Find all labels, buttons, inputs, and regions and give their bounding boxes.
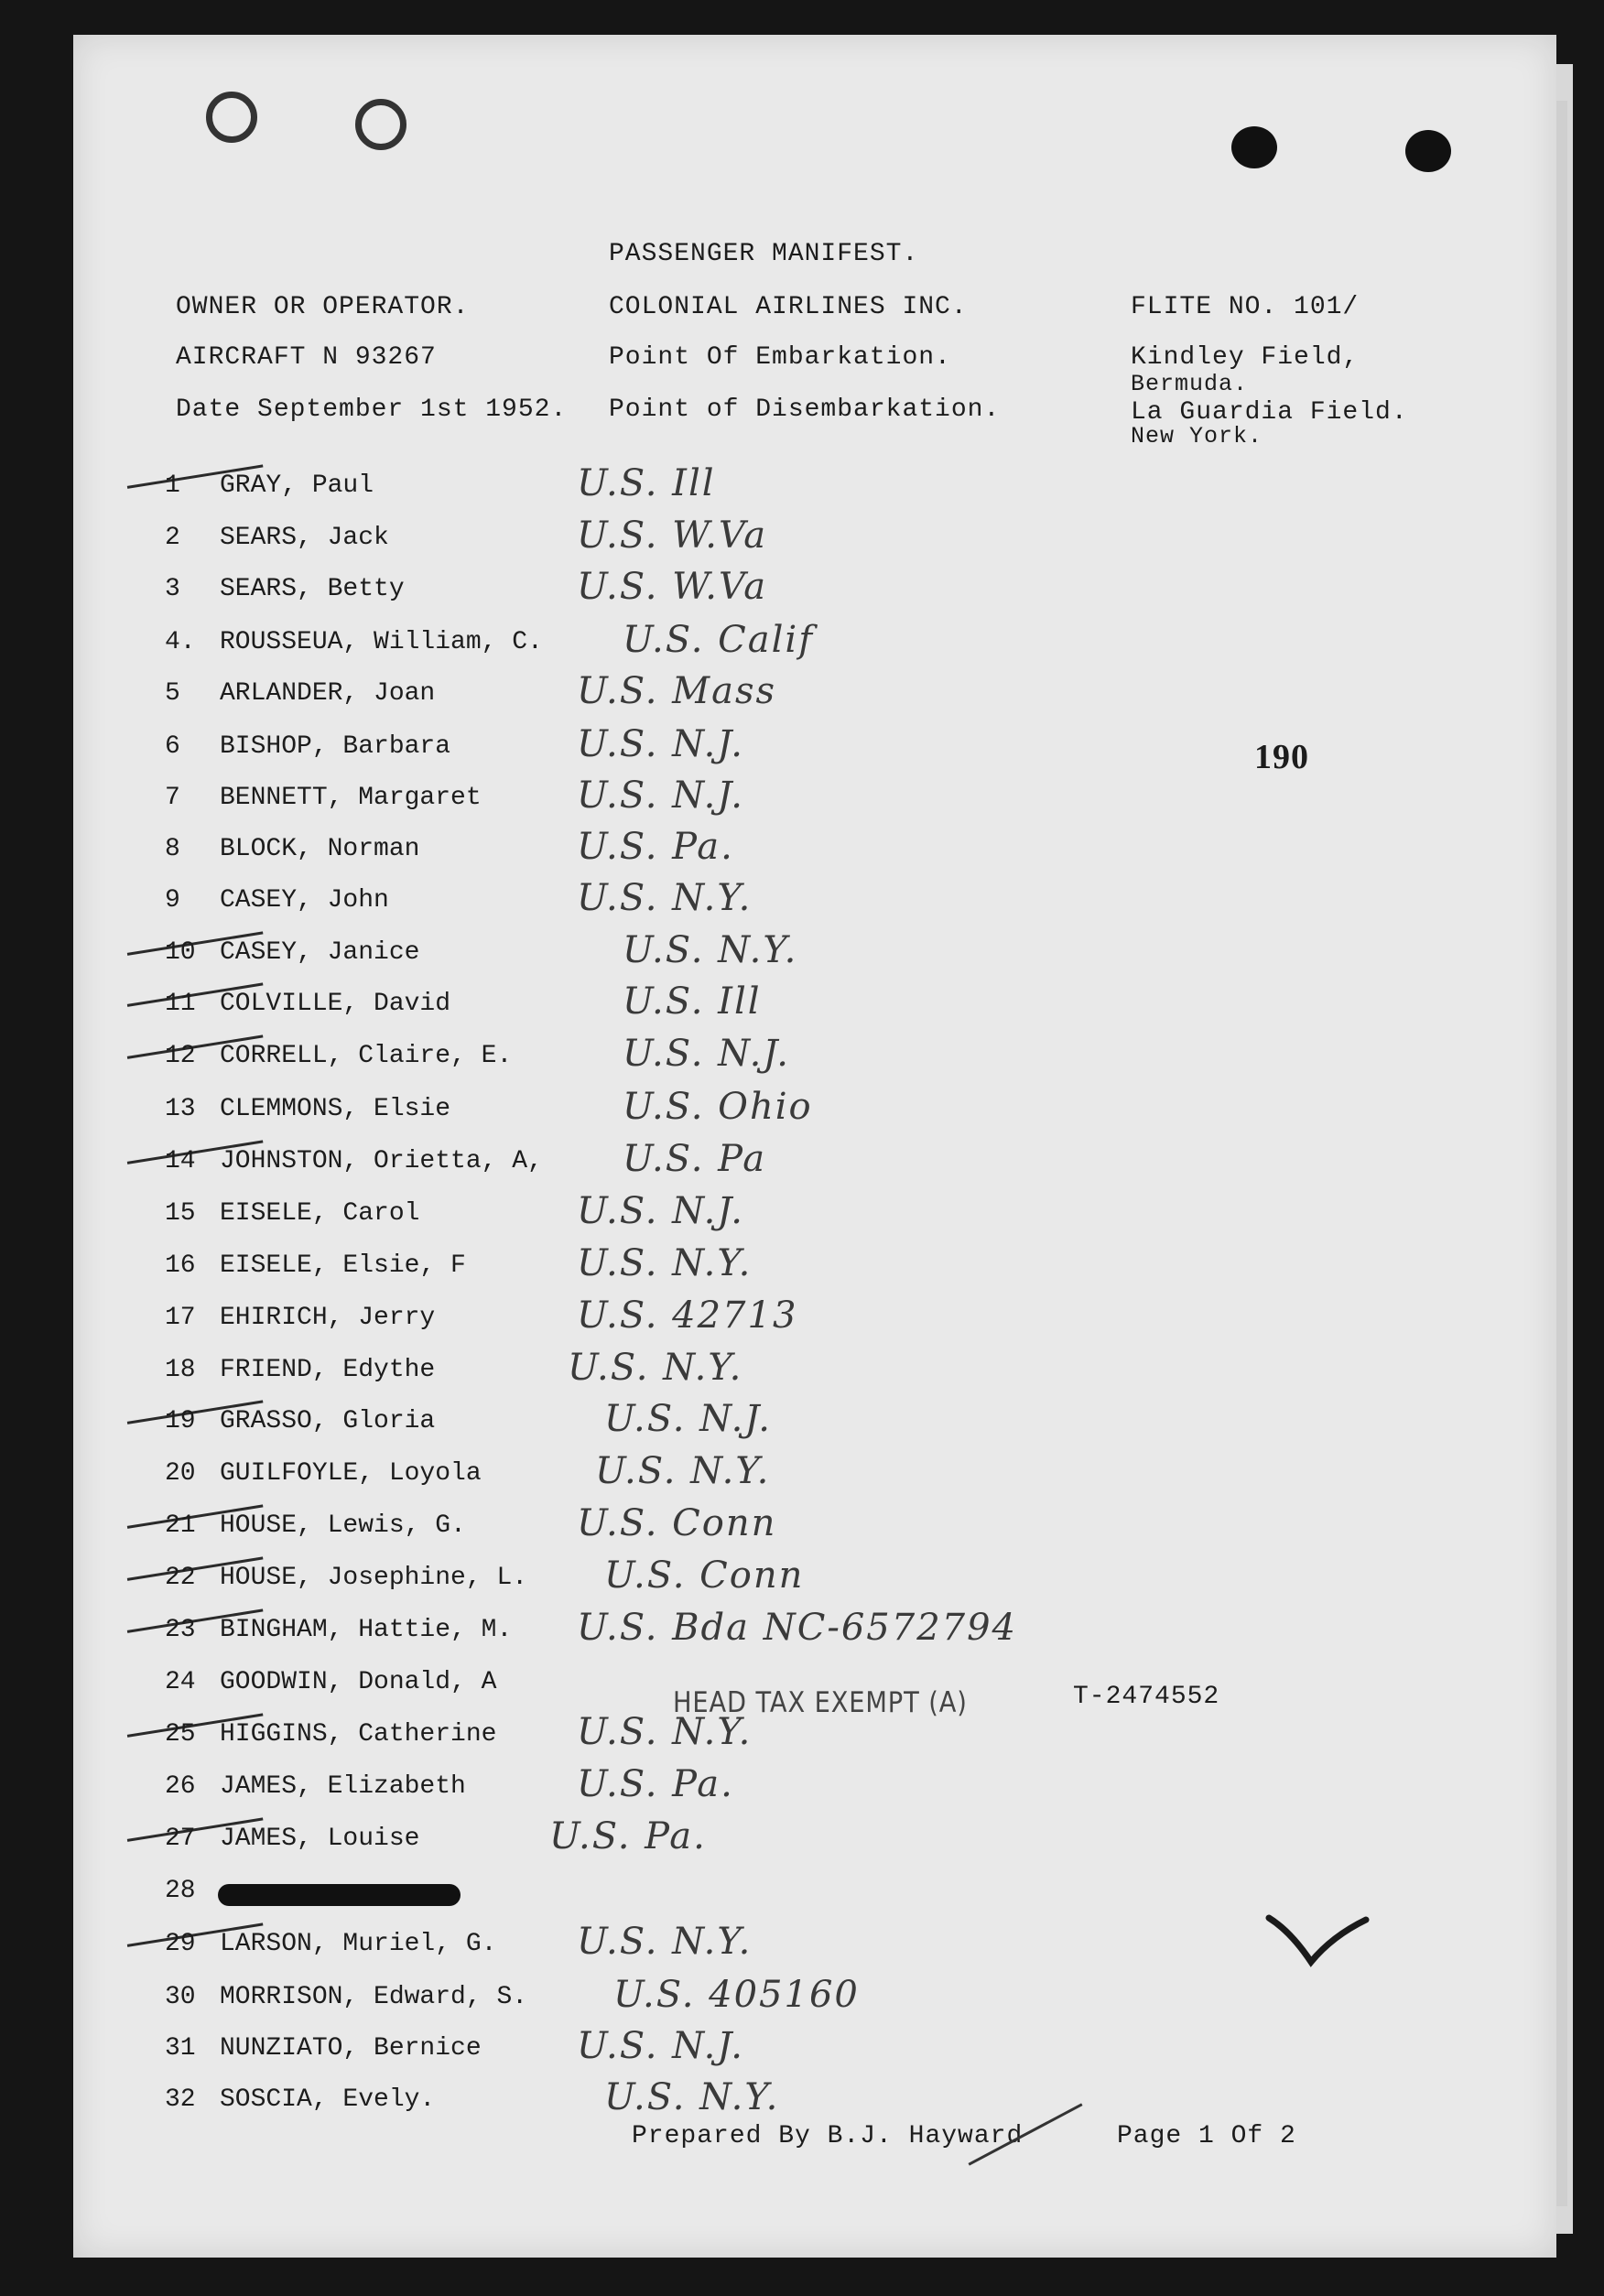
disembarkation-label: Point of Disembarkation. (609, 395, 1001, 424)
passenger-name: CASEY, Janice (220, 938, 420, 967)
handwritten-note: U.S. N.Y. (604, 2076, 780, 2118)
passenger-number: 9 (165, 886, 180, 915)
passenger-row (165, 1763, 1355, 1809)
owner-label: OWNER OR OPERATOR. (176, 293, 470, 321)
handwritten-note: U.S. N.Y. (577, 1921, 753, 1963)
passenger-row (165, 1190, 1355, 1236)
passenger-name: GUILFOYLE, Loyola (220, 1459, 482, 1488)
passenger-number: 23 (165, 1616, 196, 1644)
passenger-row (165, 1294, 1355, 1340)
passenger-number: 18 (165, 1356, 196, 1384)
handwritten-note: U.S. Calif (623, 619, 815, 661)
passenger-number: 6 (165, 732, 180, 761)
passenger-name: BISHOP, Barbara (220, 732, 451, 761)
manifest-date: Date September 1st 1952. (176, 395, 568, 424)
passenger-number: 15 (165, 1199, 196, 1228)
passenger-row (165, 1607, 1355, 1652)
passenger-name: CLEMMONS, Elsie (220, 1095, 451, 1123)
passenger-row (165, 1450, 1355, 1496)
punch-hole-icon (1405, 130, 1451, 172)
handwritten-note: U.S. Conn (604, 1554, 805, 1597)
passenger-name: BENNETT, Margaret (220, 784, 482, 812)
flight-number: FLITE NO. 101/ (1131, 293, 1360, 321)
passenger-name: NUNZIATO, Bernice (220, 2034, 482, 2063)
passenger-number: 24 (165, 1668, 196, 1696)
passenger-row (165, 723, 1355, 769)
passenger-row (165, 1554, 1355, 1600)
passenger-name: CORRELL, Claire, E. (220, 1042, 513, 1070)
passenger-row (165, 1877, 1355, 1913)
passenger-row (165, 1086, 1355, 1132)
passenger-number: 29 (165, 1930, 196, 1958)
passenger-number: 7 (165, 784, 180, 812)
passenger-name: SEARS, Betty (220, 575, 405, 603)
passenger-number: 22 (165, 1564, 196, 1592)
passenger-row (165, 670, 1355, 716)
embarkation-place-line2: Bermuda. (1131, 371, 1249, 397)
check-mark-icon (1263, 1909, 1373, 1973)
punch-hole-icon (1231, 126, 1277, 168)
passenger-number: 28 (165, 1877, 196, 1905)
passenger-number: 30 (165, 1983, 196, 2011)
passenger-row (165, 2025, 1355, 2071)
head-tax-exempt-stamp: HEAD TAX EXEMPT (A) (673, 1686, 968, 1719)
prepared-by: Prepared By B.J. Hayward (632, 2122, 1024, 2150)
passenger-name: JAMES, Louise (220, 1825, 420, 1853)
passenger-number: 13 (165, 1095, 196, 1123)
passenger-row (165, 514, 1355, 560)
passenger-number: 31 (165, 2034, 196, 2063)
handwritten-note: U.S. 42713 (577, 1294, 798, 1337)
passenger-row (165, 566, 1355, 612)
passenger-row (165, 1815, 1355, 1861)
passenger-name: HIGGINS, Catherine (220, 1720, 497, 1749)
passenger-row (165, 1502, 1355, 1548)
passenger-number: 25 (165, 1720, 196, 1749)
passenger-row (165, 980, 1355, 1026)
handwritten-note: U.S. W.Va (577, 566, 768, 608)
embarkation-label: Point Of Embarkation. (609, 343, 951, 372)
handwritten-note: U.S. N.Y. (577, 1711, 753, 1753)
passenger-name: ARLANDER, Joan (220, 679, 436, 708)
passenger-number: 4. (165, 628, 196, 656)
passenger-row (165, 1921, 1355, 1966)
handwritten-note: U.S. N.J. (623, 1033, 790, 1075)
passenger-name: GOODWIN, Donald, A (220, 1668, 497, 1696)
handwritten-note: U.S. Mass (577, 670, 777, 712)
ticket-number: T-2474552 (1073, 1683, 1220, 1711)
passenger-number: 5 (165, 679, 180, 708)
passenger-row (165, 1711, 1355, 1757)
handwritten-note: U.S. Ohio (623, 1086, 813, 1128)
passenger-number: 21 (165, 1511, 196, 1540)
passenger-row (165, 1138, 1355, 1184)
handwritten-note: U.S. N.J. (604, 1398, 772, 1440)
passenger-name: HOUSE, Josephine, L. (220, 1564, 528, 1592)
passenger-name: BINGHAM, Hattie, M. (220, 1616, 513, 1644)
handwritten-note: U.S. N.Y. (568, 1347, 743, 1389)
passenger-number: 16 (165, 1251, 196, 1280)
passenger-name: HOUSE, Lewis, G. (220, 1511, 466, 1540)
passenger-number: 27 (165, 1825, 196, 1853)
passenger-row (165, 1033, 1355, 1078)
passenger-number: 8 (165, 835, 180, 863)
passenger-number: 32 (165, 2085, 196, 2114)
passenger-number: 2 (165, 524, 180, 552)
passenger-number: 20 (165, 1459, 196, 1488)
passenger-row (165, 462, 1355, 508)
handwritten-note: U.S. Pa. (577, 826, 734, 868)
handwritten-note: U.S. Pa. (549, 1815, 707, 1857)
handwritten-note: U.S. 405160 (613, 1974, 860, 2016)
handwritten-note: U.S. N.J. (577, 2025, 744, 2067)
handwritten-note: U.S. N.J. (577, 774, 744, 817)
passenger-number: 19 (165, 1407, 196, 1435)
passenger-row (165, 1398, 1355, 1444)
passenger-number: 10 (165, 938, 196, 967)
operator-name: COLONIAL AIRLINES INC. (609, 293, 968, 321)
passenger-name: JOHNSTON, Orietta, A, (220, 1147, 543, 1175)
passenger-number: 17 (165, 1304, 196, 1332)
passenger-number: 3 (165, 575, 180, 603)
handwritten-note: U.S. W.Va (577, 514, 768, 557)
passenger-row (165, 826, 1355, 872)
passenger-number: 14 (165, 1147, 196, 1175)
passenger-name: COLVILLE, David (220, 990, 451, 1018)
passenger-row (165, 2076, 1355, 2122)
handwritten-note: U.S. Ill (577, 462, 716, 504)
manifest-title: PASSENGER MANIFEST. (609, 240, 919, 268)
passenger-name: GRASSO, Gloria (220, 1407, 436, 1435)
passenger-number: 11 (165, 990, 196, 1018)
passenger-number: 1 (165, 471, 180, 500)
passenger-name: EISELE, Elsie, F (220, 1251, 466, 1280)
handwritten-note: U.S. Pa. (577, 1763, 734, 1805)
punch-hole-icon (206, 92, 257, 143)
passenger-row (165, 1242, 1355, 1288)
passenger-row (165, 1347, 1355, 1392)
passenger-row (165, 929, 1355, 975)
handwritten-note: U.S. Conn (577, 1502, 777, 1544)
handwritten-note: U.S. Ill (623, 980, 762, 1023)
redacted-name (218, 1884, 461, 1906)
passenger-number: 12 (165, 1042, 196, 1070)
handwritten-note: U.S. Pa (623, 1138, 767, 1180)
passenger-name: EISELE, Carol (220, 1199, 420, 1228)
passenger-row (165, 774, 1355, 820)
passenger-name: EHIRICH, Jerry (220, 1304, 436, 1332)
passenger-name: MORRISON, Edward, S. (220, 1983, 528, 2011)
embarkation-place: Kindley Field, (1131, 343, 1360, 372)
handwritten-note: U.S. N.Y. (623, 929, 798, 971)
passenger-row (165, 877, 1355, 923)
passenger-name: FRIEND, Edythe (220, 1356, 436, 1384)
passenger-name: BLOCK, Norman (220, 835, 420, 863)
disembarkation-place-line2: New York. (1131, 423, 1263, 449)
passenger-name: LARSON, Muriel, G. (220, 1930, 497, 1958)
handwritten-note: U.S. N.Y. (577, 877, 753, 919)
handwritten-note: U.S. N.J. (577, 723, 744, 765)
handwritten-note: U.S. Bda NC-6572794 (577, 1607, 1017, 1649)
page-indicator: Page 1 Of 2 (1117, 2122, 1296, 2150)
passenger-name: GRAY, Paul (220, 471, 374, 500)
passenger-name: SOSCIA, Evely. (220, 2085, 436, 2114)
stamped-page-number: 190 (1254, 738, 1309, 776)
handwritten-note: U.S. N.Y. (595, 1450, 771, 1492)
passenger-number: 26 (165, 1772, 196, 1801)
passenger-name: JAMES, Elizabeth (220, 1772, 466, 1801)
passenger-name: ROUSSEUA, William, C. (220, 628, 543, 656)
passenger-row (165, 1974, 1355, 2020)
handwritten-note: U.S. N.J. (577, 1190, 744, 1232)
passenger-name: SEARS, Jack (220, 524, 389, 552)
handwritten-note: U.S. N.Y. (577, 1242, 753, 1284)
passenger-name: CASEY, John (220, 886, 389, 915)
punch-hole-icon (355, 99, 406, 150)
passenger-row (165, 619, 1355, 665)
aircraft-id: AIRCRAFT N 93267 (176, 343, 437, 372)
disembarkation-place: La Guardia Field. (1131, 398, 1408, 427)
